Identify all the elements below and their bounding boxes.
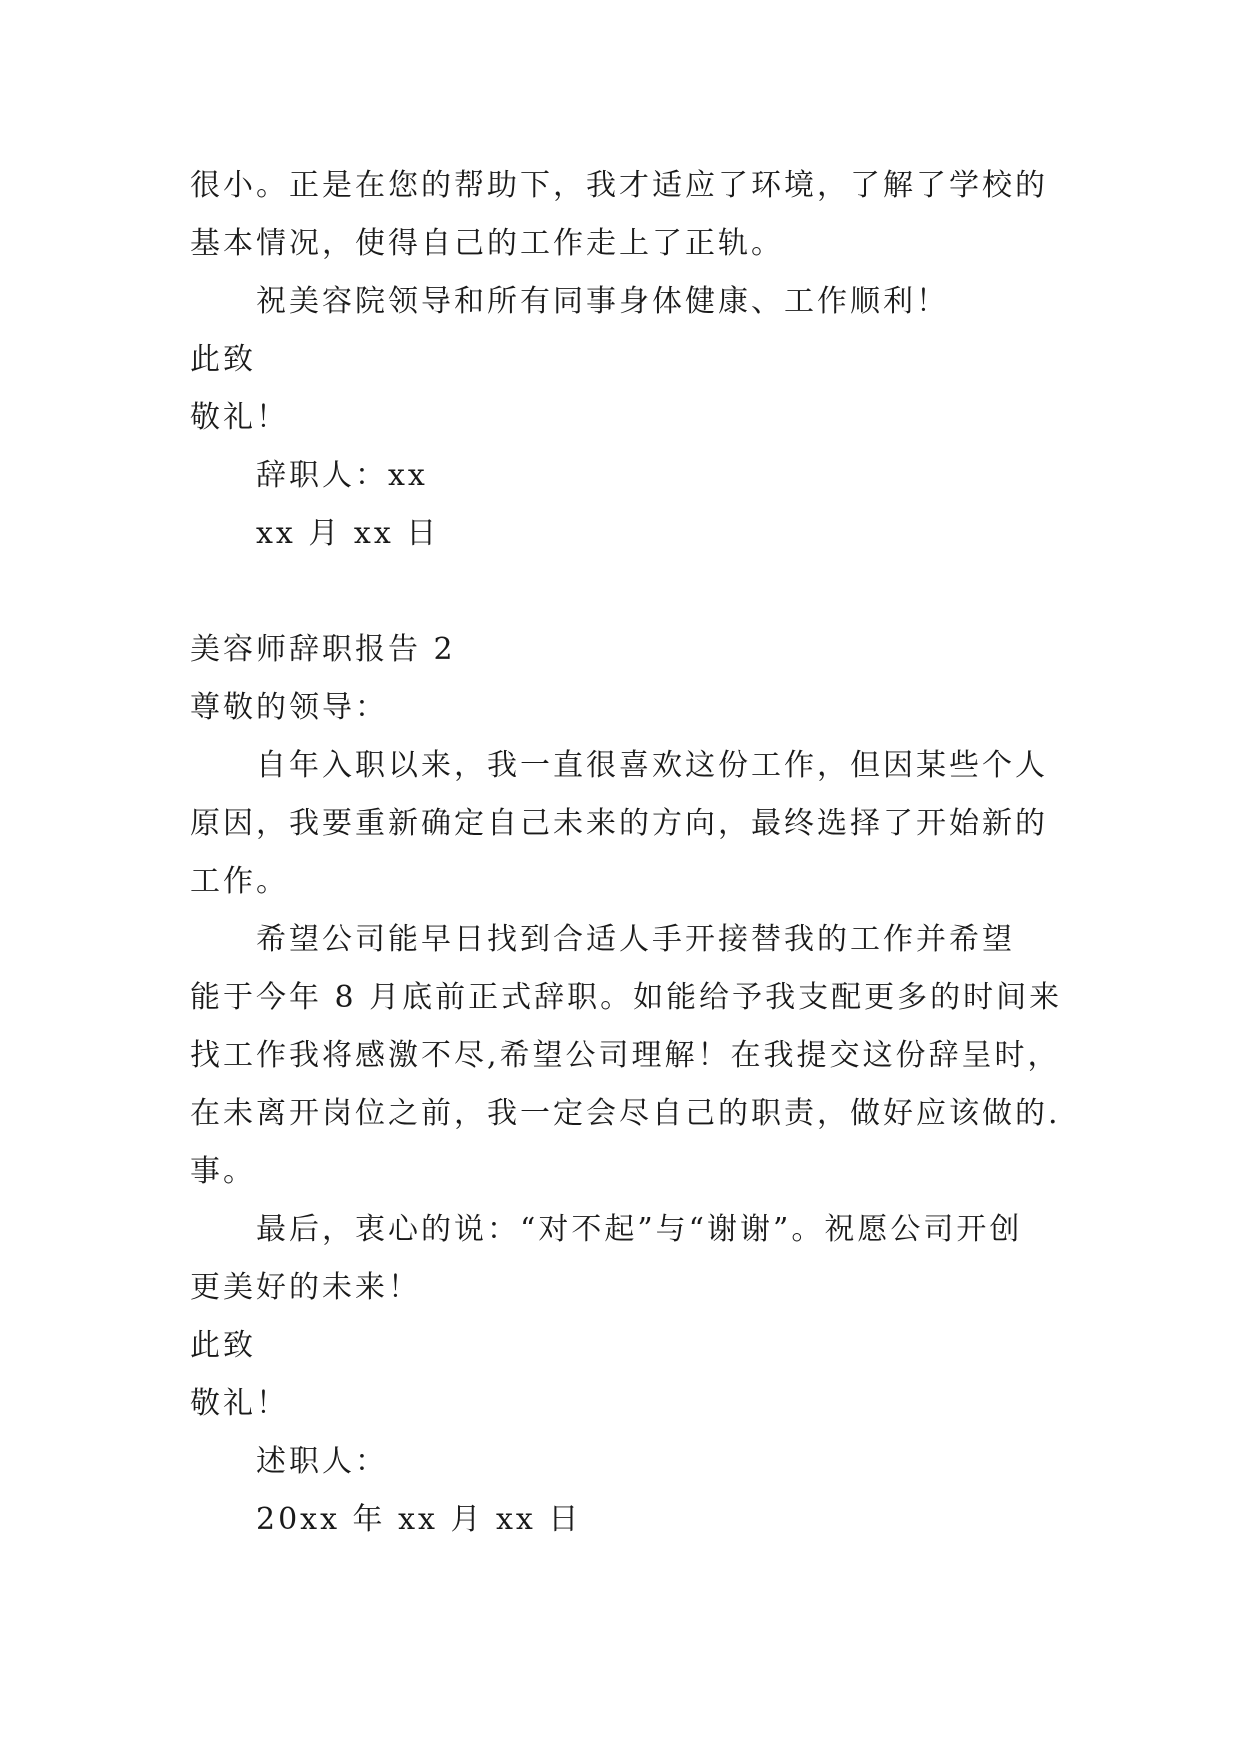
wishes-line: 祝美容院领导和所有同事身体健康、工作顺利！ — [256, 284, 949, 319]
paragraph-line: 事。 — [190, 1154, 256, 1189]
paragraph-line: 工作。 — [190, 864, 289, 899]
signer-line: 述职人： — [256, 1444, 388, 1479]
paragraph-line: 在未离开岗位之前，我一定会尽自己的职责，做好应该做的. — [190, 1096, 1061, 1131]
paragraph-line: 很小。正是在您的帮助下，我才适应了环境，了解了学校的 — [190, 168, 1048, 203]
closing-line: 此致 — [190, 342, 256, 377]
paragraph-line: 原因，我要重新确定自己未来的方向，最终选择了开始新的 — [190, 806, 1048, 841]
signer-line: 辞职人：xx — [256, 458, 428, 493]
paragraph-line: 最后，衷心的说：“对不起”与“谢谢”。祝愿公司开创 — [256, 1212, 1023, 1247]
paragraph-line: 基本情况，使得自己的工作走上了正轨。 — [190, 226, 784, 261]
paragraph-line: 能于今年 8 月底前正式辞职。如能给予我支配更多的时间来 — [190, 980, 1063, 1015]
paragraph-line: 找工作我将感激不尽,希望公司理解！在我提交这份辞呈时， — [190, 1038, 1061, 1073]
paragraph-line: 希望公司能早日找到合适人手开接替我的工作并希望 — [256, 922, 1015, 957]
section-title: 美容师辞职报告 2 — [190, 632, 456, 667]
paragraph-line: 自年入职以来，我一直很喜欢这份工作，但因某些个人 — [256, 748, 1048, 783]
date-line: 20xx 年 xx 月 xx 日 — [256, 1502, 582, 1537]
closing-line: 此致 — [190, 1328, 256, 1363]
paragraph-line: 更美好的未来！ — [190, 1270, 421, 1305]
date-line: xx 月 xx 日 — [256, 516, 440, 551]
closing-line: 敬礼！ — [190, 400, 289, 435]
salutation: 尊敬的领导： — [190, 690, 388, 725]
closing-line: 敬礼！ — [190, 1386, 289, 1421]
